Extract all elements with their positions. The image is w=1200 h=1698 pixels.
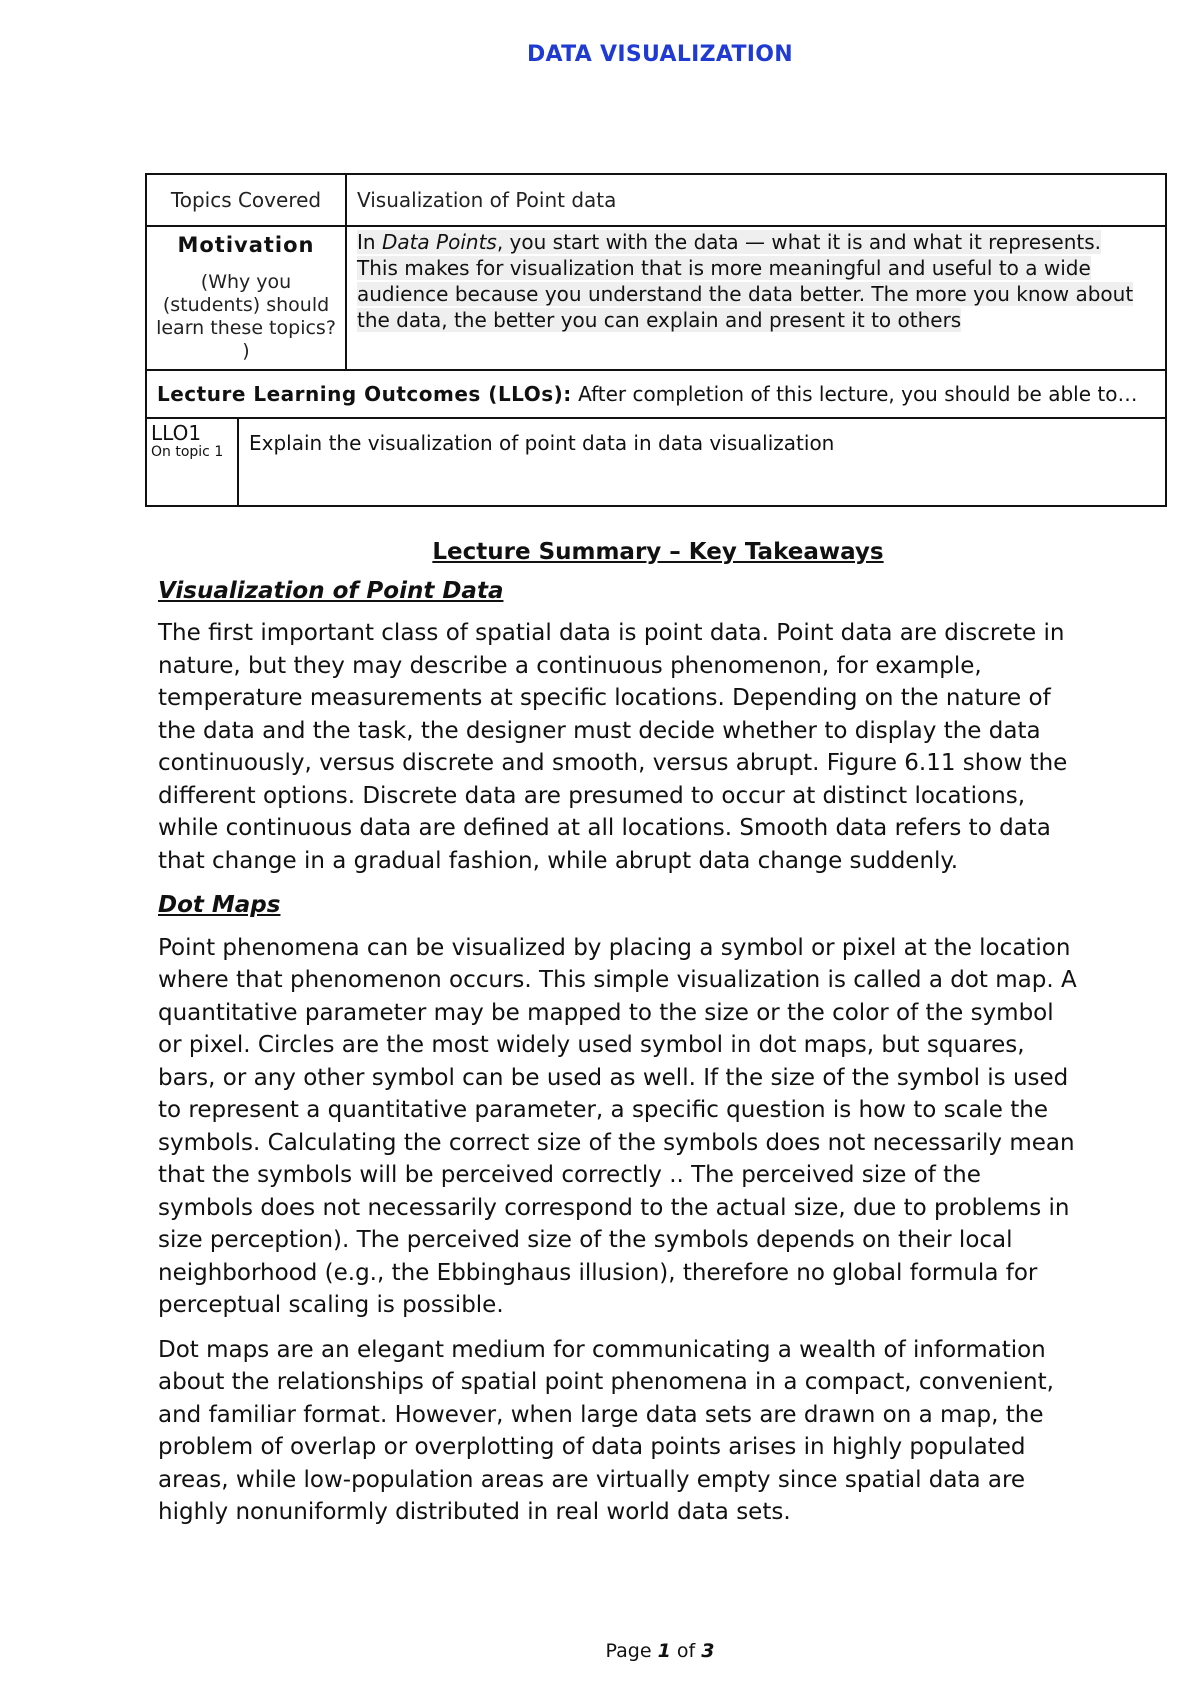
topics-row bbox=[146, 174, 1166, 226]
motivation-text-1a: In bbox=[357, 230, 382, 254]
page-total: 3 bbox=[701, 1640, 715, 1662]
motivation-subtitle: (Why you (students) should learn these topics? ) bbox=[156, 271, 336, 362]
topics-label: Topics Covered bbox=[146, 174, 346, 226]
motivation-text-cell bbox=[346, 226, 1166, 370]
motivation-row bbox=[146, 226, 1166, 370]
motivation-text-1 bbox=[357, 230, 1101, 254]
motivation-text-2: This makes for visualization that is more meaningful and useful to a wide audience because you understand the data better. The more you know about the data, the better you can explain and present it to others bbox=[357, 256, 1134, 332]
llo-row bbox=[146, 418, 1166, 506]
page-current: 1 bbox=[657, 1640, 671, 1662]
page-label: Page bbox=[605, 1640, 658, 1662]
llo-heading-row bbox=[146, 370, 1166, 418]
topics-value: Visualization of Point data bbox=[346, 174, 1166, 226]
summary-title: Lecture Summary – Key Takeaways bbox=[432, 539, 884, 565]
motivation-cell bbox=[146, 226, 346, 370]
lecture-summary bbox=[158, 536, 1078, 1541]
motivation-label: Motivation bbox=[177, 233, 315, 257]
llo-id-cell bbox=[146, 418, 238, 506]
paragraph-dot-maps-1: Point phenomena can be visualized by placing a symbol or pixel at the location where that phenomenon occurs. This simple visualization is called a dot map. A quantitative parameter may be mapped to the size or the color of the symbol or pixel. Circles are the most widely used symbol in dot maps, but squares, bars, or any other symbol can be used as well. If the size of the symbol is used to represent a quantitative parameter, a specific question is how to scale the symbols. Calculating the correct size of the symbols does not necessarily mean that the symbols will be perceived correctly .. The perceived size of the symbols does not necessarily correspond to the actual size, due to problems in size perception). The perceived size of the symbols depends on their local neighborhood (e.g., the Ebbinghaus illusion), therefore no global formula for perceptual scaling is possible. bbox=[158, 934, 1077, 1318]
paragraph-dot-maps-2: Dot maps are an elegant medium for communicating a wealth of information about the relationships of spatial point phenomena in a compact, convenient, and familiar format. However, when large data sets are drawn on a map, the problem of overlap or overplotting of data points arises in highly populated areas, while low-population areas are virtually empty since spatial data are highly nonuniformly distributed in real world data sets. bbox=[158, 1336, 1054, 1525]
page-footer bbox=[0, 1640, 1200, 1662]
motivation-text-1b: Data Points bbox=[381, 230, 497, 254]
motivation-text-1c: , you start with the data — what it is and what it represents. bbox=[496, 230, 1102, 254]
llo-text: Explain the visualization of point data in data visualization bbox=[238, 418, 1166, 506]
section-heading-point-data: Visualization of Point Data bbox=[158, 577, 504, 604]
llo-heading-rest: After completion of this lecture, you should be able to… bbox=[571, 382, 1138, 406]
llo-sub: On topic 1 bbox=[151, 444, 224, 460]
llo-heading-bold: Lecture Learning Outcomes (LLOs): bbox=[157, 382, 572, 406]
page-header-title: DATA VISUALIZATION bbox=[526, 42, 794, 67]
section-heading-dot-maps: Dot Maps bbox=[158, 892, 281, 918]
page-of: of bbox=[670, 1640, 702, 1662]
llo-id: LLO1 bbox=[151, 421, 202, 445]
llo-heading-cell bbox=[146, 370, 1166, 418]
lecture-info-table bbox=[145, 173, 1167, 507]
paragraph-point-data: The first important class of spatial data is point data. Point data are discrete in nature, but they may describe a continuous phenomenon, for example, temperature measurements at specific locations. Depending on the nature of the data and the task, the designer must decide whether to display the data continuously, versus discrete and smooth, versus abrupt. Figure 6.11 show the different options. Discrete data are presumed to occur at distinct locations, while continuous data are defined at all locations. Smooth data refers to data that change in a gradual fashion, while abrupt data change suddenly. bbox=[158, 620, 1068, 874]
